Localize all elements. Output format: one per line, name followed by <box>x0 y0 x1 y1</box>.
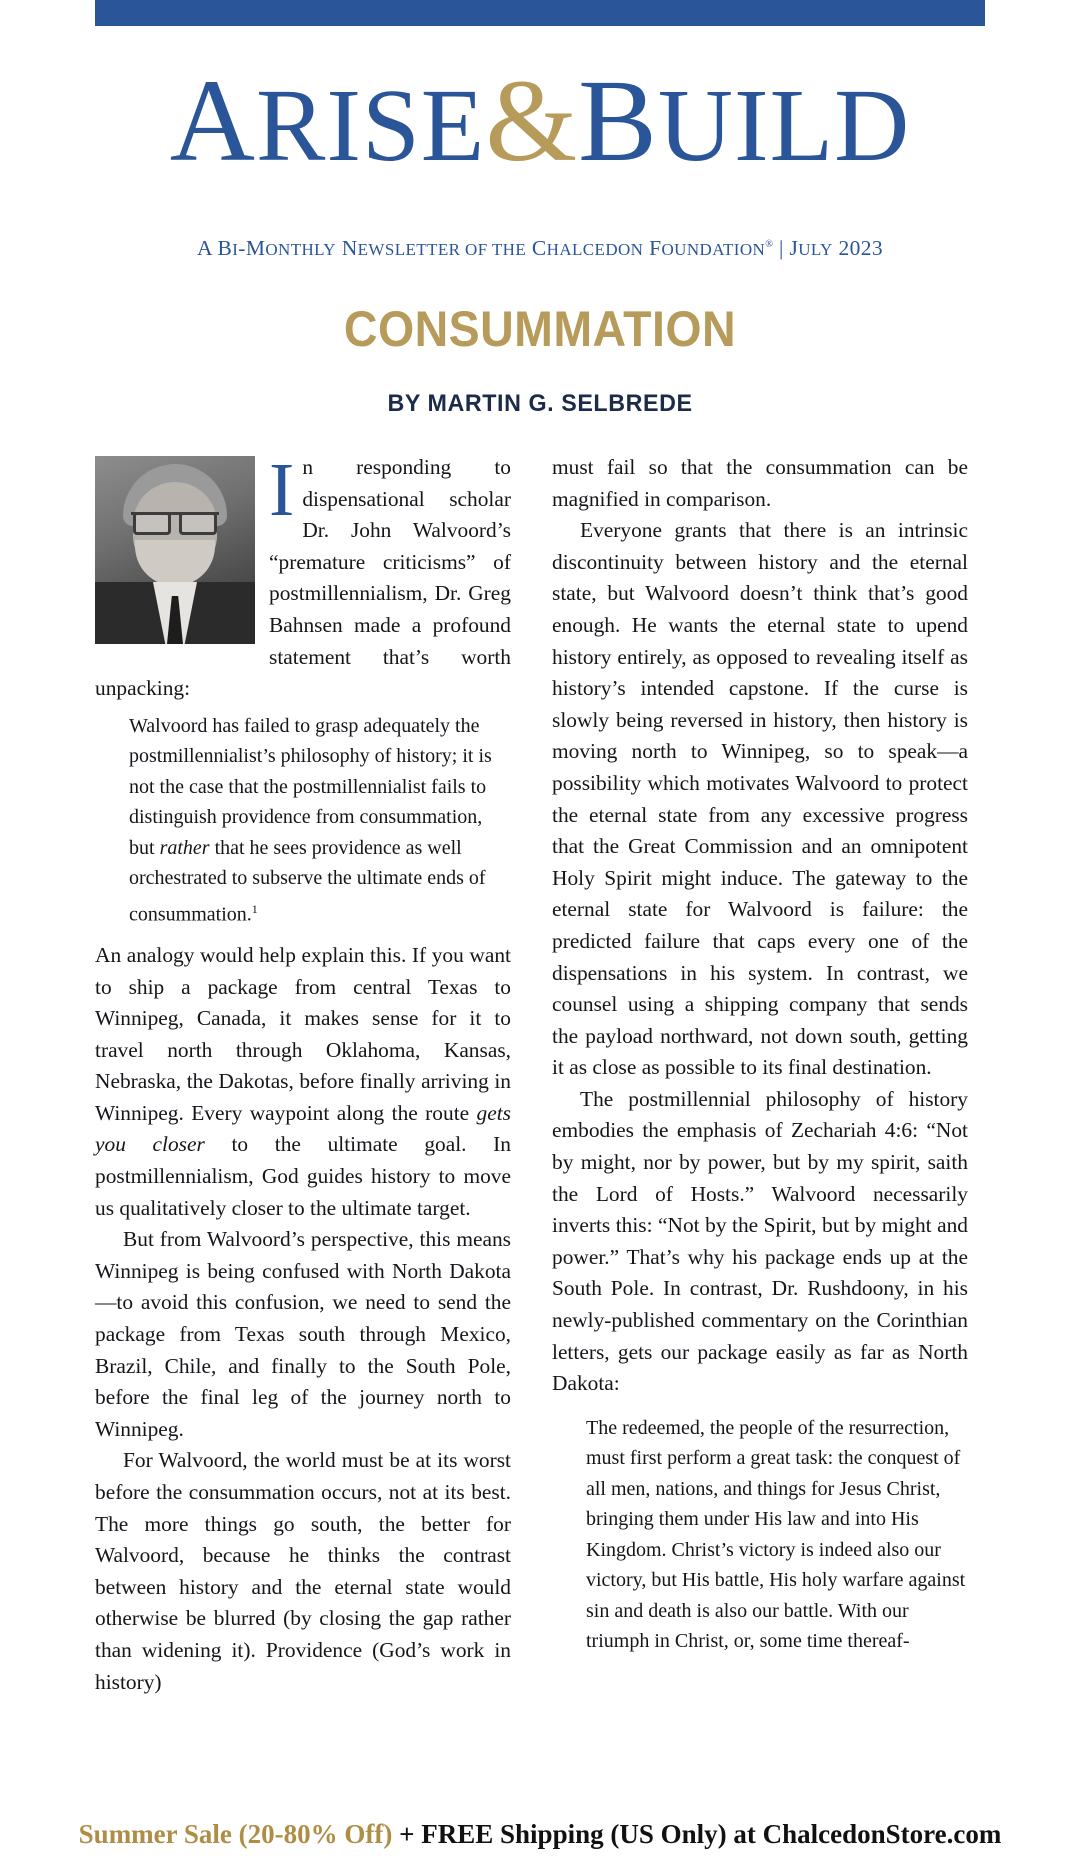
masthead-b: B <box>578 55 658 186</box>
spacer <box>95 930 511 940</box>
masthead-rise: RISE <box>255 68 486 183</box>
paragraph-discontinuity: Everyone grants that there is an intrinsic discontinuity between history and the eternal state, but Walvoord doesn’t think that’s good enough. He wants the eternal state to upend history entirely, as opposed to revealing itself as history’s intended capstone. If the curse is slowly being reversed in history, then history is moving north to Winnipeg, so to speak—a possibility which motivates Walvoord to protect the eternal state from any excessive progress that the Great Commission and an omnipotent Holy Spirit might induce. The gateway to the eternal state for Walvoord is failure: the predicted failure that caps every one of the dispensations in his system. In contrast, we counsel using a shipping company that sends the payload northward, not down south, getting it as close as possible to its final destination. <box>552 518 968 1080</box>
masthead-uild: UILD <box>657 68 911 183</box>
subtitle-m: ULY <box>798 240 833 259</box>
paragraph-must-fail: must fail so that the consummation can be magnified in comparison. <box>552 455 968 511</box>
photo-beard <box>135 540 215 586</box>
block-quote-bahnsen <box>129 711 511 930</box>
footer-shipping-text: FREE Shipping (US Only) at ChalcedonStore.com <box>421 1819 1002 1849</box>
paragraph-lead: n responding to dispensational scholar Dr. John Walvoord’s “premature criticisms” of postmillennialism, Dr. Greg Bahnsen made a profound statement that’s worth unpacking: <box>95 455 511 701</box>
subtitle-j: OUNDATION <box>661 240 766 259</box>
subtitle-c: -M <box>238 236 266 260</box>
spacer-2 <box>552 1400 968 1407</box>
paragraph-analogy <box>95 940 511 1224</box>
subtitle-b: I <box>232 240 239 259</box>
article-column-left <box>95 448 511 1698</box>
quote-text-part2: that he sees providence as well orchestrated to subserve the ultimate ends of consummation. <box>129 836 486 926</box>
subtitle-d: ONTHLY <box>265 240 336 259</box>
subtitle-a: A B <box>196 236 233 260</box>
footer-plus: + <box>392 1819 422 1849</box>
paragraph-walvoord-perspective: But from Walvoord’s perspective, this means Winnipeg is being confused with North Dakota—to avoid this confusion, we need to send the package from Texas south through Mexico, Brazil, Chile, and finally to the South Pole, before the final leg of the journey north to Winnipeg. <box>95 1227 511 1441</box>
footer-promo <box>0 1819 1080 1850</box>
paragraph-analogy-italic: gets you closer <box>95 1100 511 1157</box>
subtitle-g: C <box>526 236 547 260</box>
author-photo <box>95 456 255 644</box>
publication-title <box>0 55 1080 186</box>
quote-italic-rather: rather <box>159 836 210 859</box>
masthead-a: A <box>169 55 256 186</box>
subtitle-l: | J <box>773 236 799 260</box>
subtitle-f: EWSLETTER OF THE <box>357 240 527 259</box>
masthead <box>0 55 1080 186</box>
article-byline: BY MARTIN G. SELBREDE <box>387 390 693 417</box>
subtitle-i: F <box>643 236 662 260</box>
subtitle-h: HALCEDON <box>546 240 644 259</box>
article-column-right <box>552 452 968 1657</box>
subtitle-year: 2023 <box>832 236 884 260</box>
block-quote-rushdoony: The redeemed, the people of the resurrection, must first perform a great task: the conquest of all men, nations, and things for Jesus Christ, bringing them under His law and into His Kingdom. Christ’s victory is indeed also our victory, but His battle, His holy warfare against sin and death is also our battle. With our triumph in Christ, or, some time thereaf- <box>586 1416 966 1653</box>
registered-trademark: ® <box>765 238 774 250</box>
article-title: CONSUMMATION <box>343 301 737 357</box>
paragraph-world-at-worst: For Walvoord, the world must be at its worst before the consummation occurs, not at its best. The more things go south, the better for Walvoord, because he thinks the contrast between history and the eternal state would otherwise be blurred (by closing the gap rather than widening it). Providence (God’s work in history) <box>95 1448 511 1694</box>
subtitle-e: N <box>335 236 358 260</box>
drop-cap: I <box>269 448 295 532</box>
paragraph-analogy-part2: to the ultimate goal. In postmillennialism, God guides history to move us qualitatively closer to the ultimate target. <box>95 1132 511 1220</box>
paragraph-zechariah: The postmillennial philosophy of history embodies the emphasis of Zechariah 4:6: “Not by might, nor by power, but by my spirit, saith the Lord of Hosts.” Walvoord necessarily inverts this: “Not by the Spirit, but by might and power.” That’s why his package ends up at the South Pole. In contrast, Dr. Rushdoony, in his newly-published commentary on the Corinthian letters, gets our package easily as far as North Dakota: <box>552 1086 968 1396</box>
masthead-subtitle <box>0 236 1080 261</box>
photo-glasses <box>131 512 219 531</box>
masthead-ampersand: & <box>485 55 579 186</box>
paragraph-analogy-part1: An analogy would help explain this. If you want to ship a package from central Texas to Winnipeg, Canada, it makes sense for it to travel north through Oklahoma, Kansas, Nebraska, the Dakotas, before finally arriving in Winnipeg. Every waypoint along the route <box>95 942 511 1125</box>
footnote-marker-1: 1 <box>251 901 258 916</box>
top-blue-bar <box>95 0 985 26</box>
footer-sale-text: Summer Sale (20-80% Off) <box>78 1819 393 1849</box>
quote-text-part1: Walvoord has failed to grasp adequately the postmillennialist’s philosophy of history; it is not the case that the postmillennialist fails to distinguish providence from consummation, but <box>129 714 492 859</box>
